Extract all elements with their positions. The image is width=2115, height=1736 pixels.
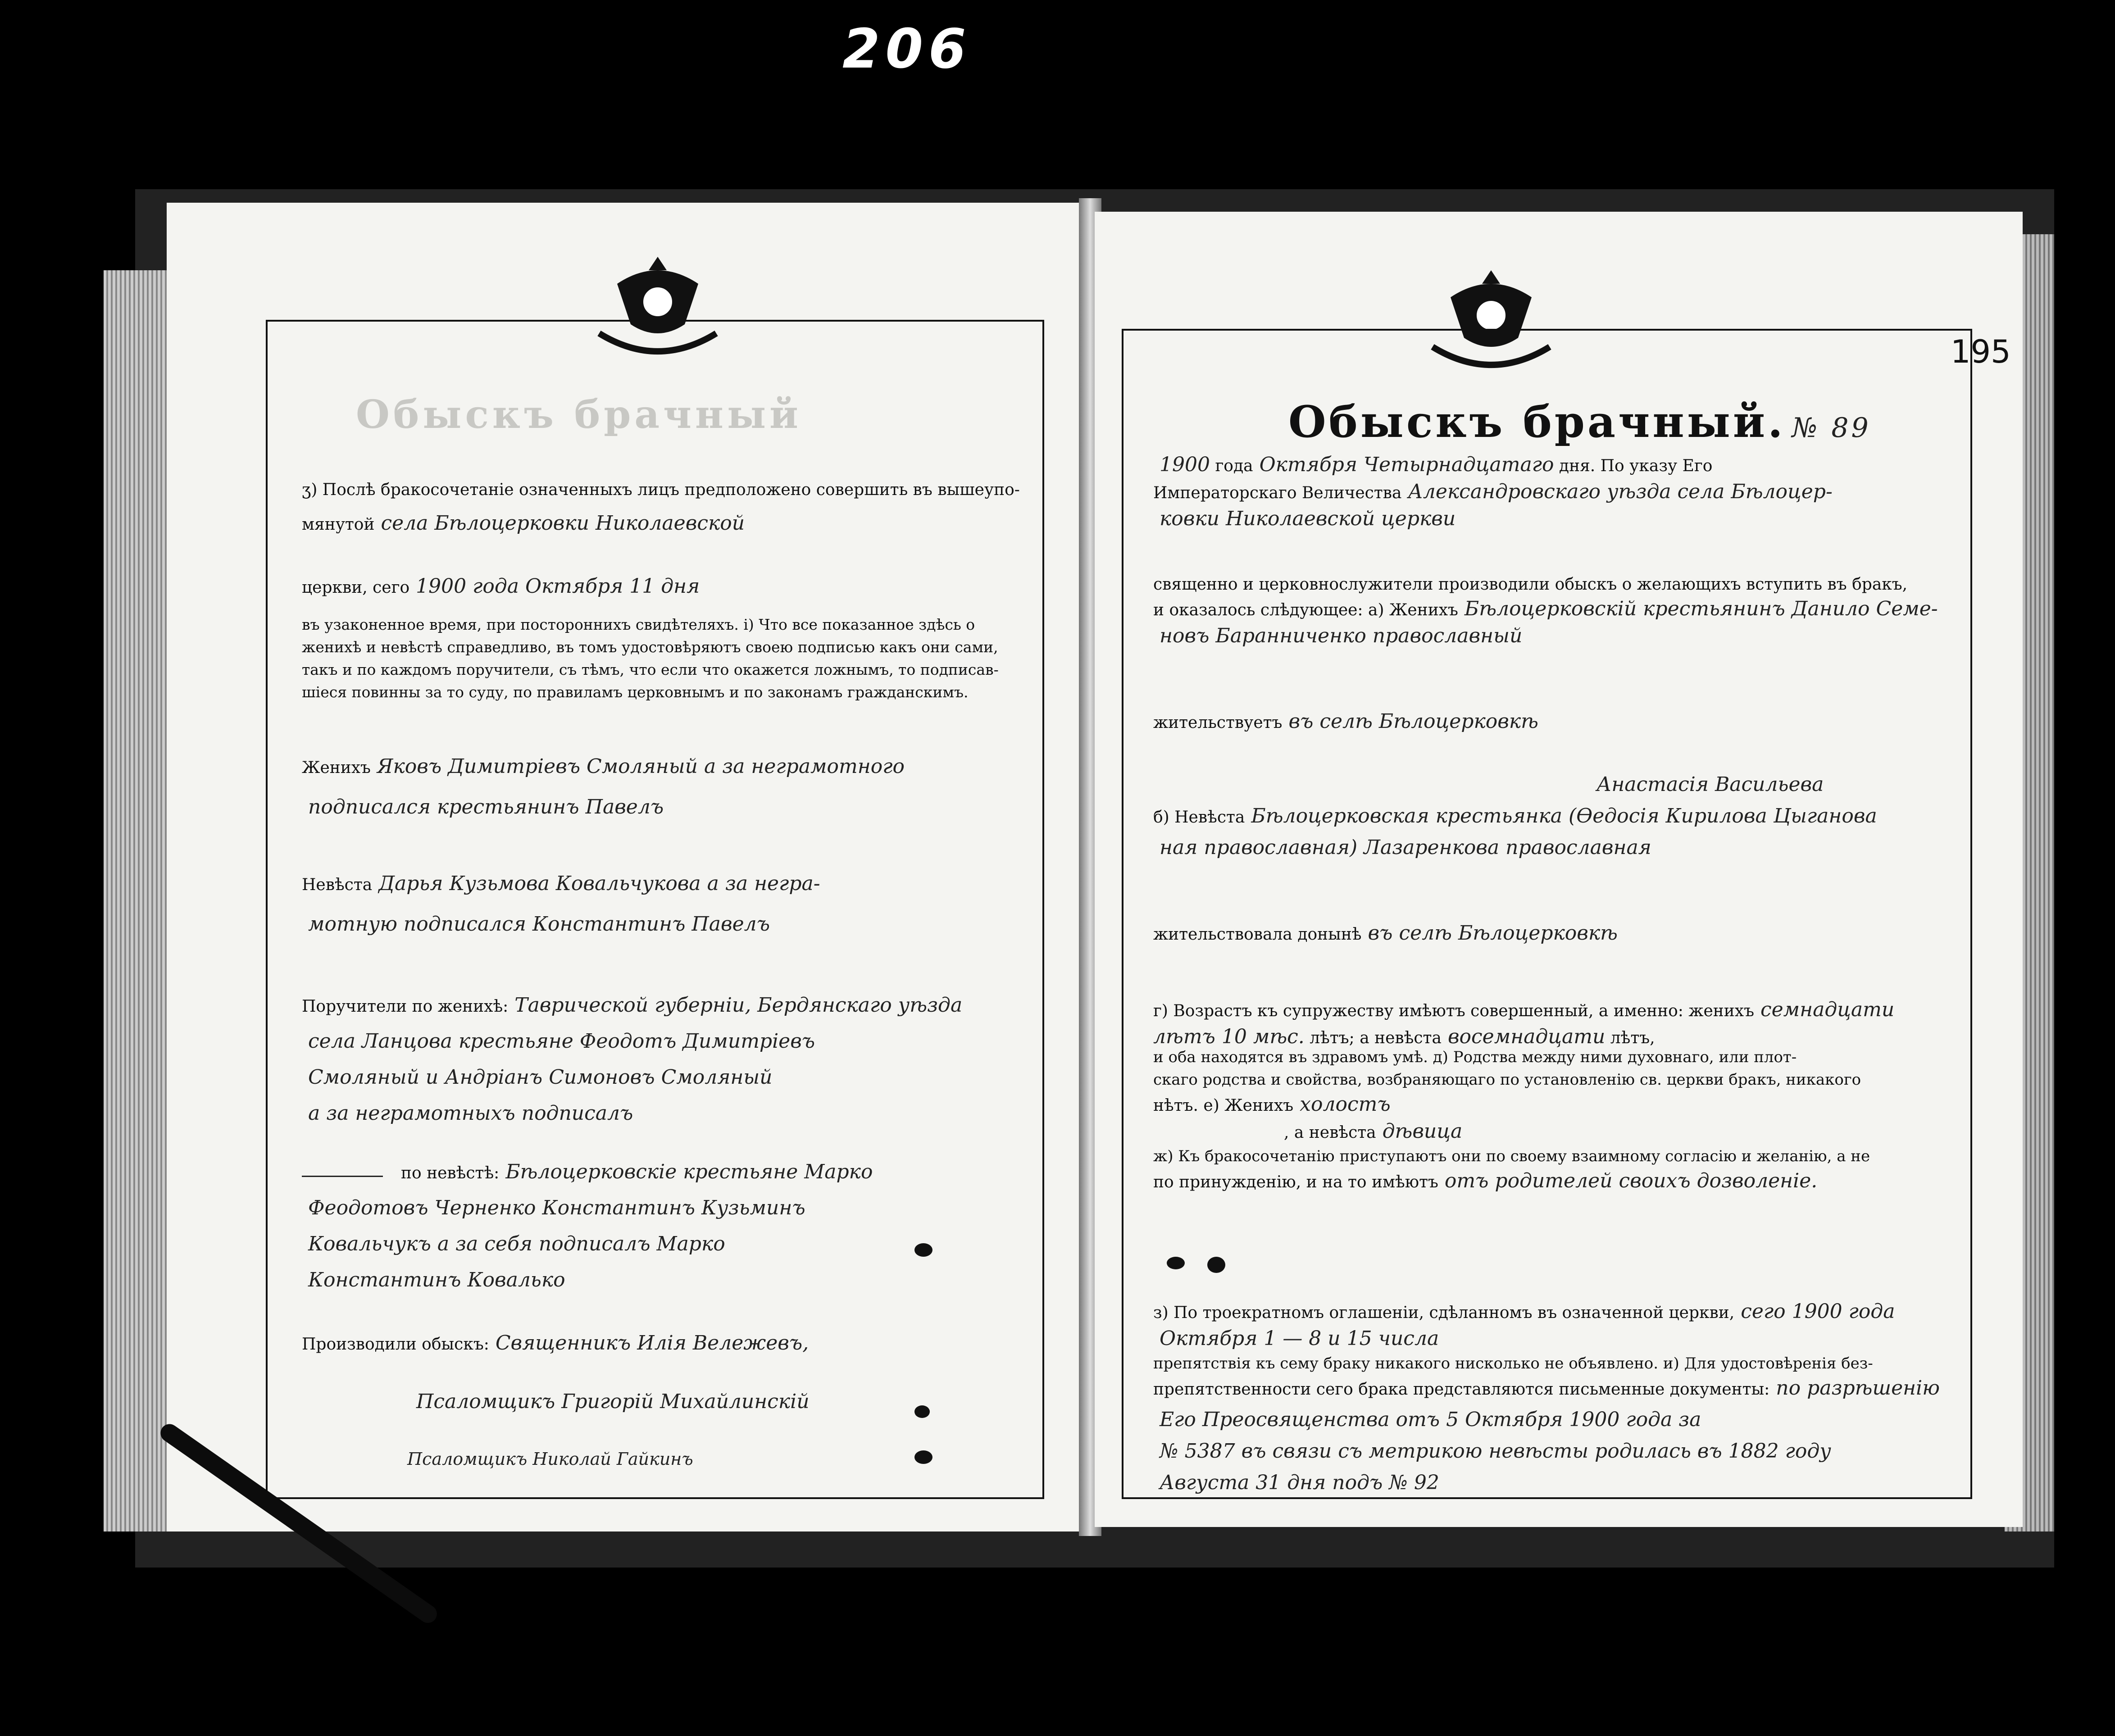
groom-line-1-hand: Бѣлоцерковскій крестьянинъ Данило Семе-	[1464, 597, 1938, 620]
bride-guarantors-line	[401, 1162, 873, 1182]
decree-line-3-hand: ковки Николаевской церкви	[1160, 507, 1456, 530]
bride-signature-hand-1: Дарья Кузьмова Ковальчукова а за негра-	[378, 872, 820, 895]
banns-line-7-hand: Августа 31 дня подъ № 92	[1160, 1471, 1439, 1494]
banns-line-4	[1153, 1378, 1940, 1398]
consent-line-2-hand: отъ родителей своихъ дозволеніе.	[1444, 1169, 1818, 1192]
age-line-6-hand: дѣвица	[1382, 1120, 1463, 1143]
bride-guarantors-hand-2: Феодотовъ Черненко Константинъ Кузьминъ	[308, 1196, 805, 1219]
left-page	[167, 203, 1086, 1531]
bride-residence-hand: въ селѣ Бѣлоцерковкѣ	[1368, 922, 1618, 945]
decree-line-2	[1153, 482, 1833, 502]
consent-line-2	[1153, 1171, 1817, 1191]
groom-guarantors-label: Поручители по женихѣ:	[302, 997, 509, 1016]
clerk-signature-1: Псаломщикъ Григорій Михайлинскій	[416, 1390, 810, 1413]
clause-z-line-1: ӡ) Послѣ бракосочетаніе означенныхъ лицъ предположено совершить въ вышеупо-	[302, 481, 1020, 499]
page-number: 195	[1951, 333, 2011, 370]
age-line-6	[1284, 1122, 1462, 1141]
bride-line-1	[1153, 806, 1877, 826]
age-line-5-print: нѣтъ. е) Женихъ	[1153, 1096, 1294, 1115]
age-line-1-print: г) Возрастъ къ супружеству имѣютъ совершенный, а именно: женихъ	[1153, 1002, 1754, 1020]
decree-year-hand: 1900	[1160, 453, 1210, 476]
clause-z-line-2	[302, 514, 745, 533]
decree-line-1-print-a: года	[1215, 457, 1253, 475]
clause-z-line-3-hand: 1900 года Октября 11 дня	[416, 575, 700, 598]
bride-guarantors-label: по невѣстѣ:	[401, 1164, 500, 1182]
age-line-4: скаго родства и свойства, возбраняющаго по установленію св. церкви бракъ, никакого	[1153, 1071, 1861, 1089]
bride-guarantors-hand-3: Ковальчукъ а за себя подписалъ Марко	[308, 1232, 725, 1255]
decree-line-1	[1153, 455, 1712, 475]
ink-blot	[1167, 1257, 1185, 1269]
bride-signature-line	[302, 874, 820, 894]
banns-line-2-hand: Октября 1 — 8 и 15 числа	[1160, 1327, 1439, 1350]
clause-i-line-4: шіеся повинны за то суду, по правиламъ церковнымъ и по законамъ гражданскимъ.	[302, 683, 969, 701]
clause-z-line-2-hand: села Бѣлоцерковки Николаевской	[381, 512, 745, 535]
banns-line-4-hand: по разрѣшенію	[1776, 1377, 1940, 1400]
groom-residence-label: жительствуетъ	[1153, 713, 1283, 732]
clergy-line: священно и церковнослужители производили обыскъ о желающихъ вступить въ бракъ,	[1153, 575, 1908, 594]
groom-guarantors-hand-2: села Ланцова крестьяне Феодотъ Димитріевъ	[308, 1030, 815, 1053]
ink-blot	[1207, 1257, 1225, 1273]
age-line-2-print-a: лѣтъ; а невѣста	[1310, 1029, 1442, 1047]
age-line-5	[1153, 1095, 1391, 1114]
groom-line-1-print: и оказалось слѣдующее: а) Женихъ	[1153, 601, 1458, 619]
groom-signature-label: Женихъ	[302, 759, 371, 777]
performed-by-hand: Священникъ Илія Вележевъ,	[495, 1332, 809, 1354]
ink-blot	[914, 1243, 932, 1257]
ink-blot	[914, 1450, 932, 1464]
bride-residence-label: жительствовала донынѣ	[1153, 925, 1362, 944]
bride-residence-line	[1153, 923, 1618, 943]
decree-date-hand: Октября Четырнадцатаго	[1259, 453, 1554, 476]
banns-line-3: препятствія къ сему браку никакого нисколько не объявлено. и) Для удостовѣренія без-	[1153, 1354, 1873, 1372]
clause-z-line-3-print: церкви, сего	[302, 578, 410, 597]
bride-name-correction: Анастасія Васильева	[1596, 773, 1824, 796]
banns-line-5-hand: Его Преосвященства отъ 5 Октября 1900 года за	[1160, 1408, 1701, 1431]
bride-label: б) Невѣста	[1153, 808, 1245, 827]
bride-line-1-hand: Бѣлоцерковская крестьянка (Ѳедосія Кирилова Цыганова	[1251, 804, 1877, 827]
clause-z-line-2-print: мянутой	[302, 515, 375, 534]
frame-number: 206	[842, 18, 972, 81]
left-page-edges	[104, 270, 167, 1531]
age-line-6-print: , а невѣста	[1284, 1123, 1376, 1142]
groom-signature-hand-1: Яковъ Димитріевъ Смоляный а за неграмотного	[377, 755, 905, 778]
groom-residence-line	[1153, 712, 1538, 732]
clerk-signature-2: Псаломщикъ Николай Гайкинъ	[407, 1449, 693, 1469]
age-line-2-print-b: лѣтъ,	[1610, 1029, 1655, 1047]
banns-line-1	[1153, 1302, 1895, 1322]
age-line-2-hand-b: восемнадцати	[1447, 1025, 1606, 1048]
groom-line-2-hand: новъ Баранниченко православный	[1160, 624, 1523, 647]
performed-by-label: Производили обыскъ:	[302, 1335, 489, 1354]
banns-line-4-print: препятственности сего брака представляются письменные документы:	[1153, 1380, 1770, 1399]
banns-line-1-print: з) По троекратномъ оглашеніи, сдѣланномъ въ означенной церкви,	[1153, 1304, 1735, 1322]
age-line-2	[1153, 1027, 1655, 1047]
clause-i-line-3: такъ и по каждомъ поручители, съ тѣмъ, что если что окажется ложнымъ, то подписав-	[302, 661, 999, 678]
groom-signature-hand-2: подписался крестьянинъ Павелъ	[308, 795, 664, 818]
bride-guarantors-hand-4: Константинъ Ковалько	[308, 1268, 565, 1291]
right-page-border	[1122, 329, 1972, 1499]
groom-guarantors-hand-1: Таврической губерніи, Бердянскаго уѣзда	[514, 994, 963, 1017]
right-page	[1095, 212, 2023, 1527]
age-line-3: и оба находятся въ здравомъ умѣ. д) Родства между ними духовнаго, или плот-	[1153, 1048, 1797, 1066]
groom-residence-hand: въ селѣ Бѣлоцерковкѣ	[1288, 710, 1538, 733]
clause-z-line-3	[302, 577, 700, 596]
bride-line-2-hand: ная православная) Лазаренкова православная	[1160, 836, 1651, 859]
groom-guarantors-hand-3: Смоляный и Андріанъ Симоновъ Смоляный	[308, 1066, 773, 1089]
clause-i-line-2: женихѣ и невѣстѣ справедливо, въ томъ удостовѣряютъ своею подписью какъ они сами,	[302, 638, 998, 656]
decree-line-2-print: Императорскаго Величества	[1153, 484, 1402, 502]
dash-rule	[302, 1176, 383, 1177]
bleed-through-title: Обыскъ брачный	[356, 392, 802, 437]
groom-signature-line	[302, 757, 905, 777]
clause-i-line-1: въ узаконенное время, при постороннихъ свидѣтеляхъ. і) Что все показанное здѣсь о	[302, 616, 975, 633]
banns-line-1-hand: сего 1900 года	[1741, 1300, 1895, 1323]
register-title	[1288, 396, 1871, 447]
age-line-5-hand: холостъ	[1300, 1093, 1391, 1116]
groom-guarantors-line	[302, 995, 962, 1015]
groom-line-1	[1153, 599, 1938, 619]
bride-signature-label: Невѣста	[302, 876, 373, 894]
bride-signature-hand-2: мотную подписался Константинъ Павелъ	[308, 913, 770, 936]
decree-line-1-print-b: дня. По указу Его	[1559, 457, 1713, 475]
age-line-2-hand-a: лѣтъ 10 мѣс.	[1153, 1025, 1305, 1048]
banns-line-6-hand: № 5387 въ связи съ метрикою невѣсты родилась въ 1882 году	[1160, 1440, 1831, 1463]
register-title-text: Обыскъ брачный.	[1288, 396, 1786, 447]
age-line-1	[1153, 1000, 1894, 1020]
consent-line-2-print: по принужденію, и на то имѣютъ	[1153, 1173, 1438, 1191]
performed-by-line	[302, 1333, 809, 1353]
bride-guarantors-hand-1: Бѣлоцерковскіе крестьяне Марко	[505, 1160, 873, 1183]
consent-line-1: ж) Къ бракосочетанію приступаютъ они по своему взаимному согласію и желанію, а не	[1153, 1147, 1870, 1165]
groom-guarantors-hand-4: а за неграмотныхъ подписалъ	[308, 1102, 633, 1125]
register-entry-number: № 89	[1792, 412, 1871, 444]
decree-line-2-hand: Александровскаго уѣзда села Бѣлоцер-	[1408, 480, 1833, 503]
ink-blot	[914, 1405, 930, 1418]
age-line-1-hand: семнадцати	[1760, 998, 1895, 1021]
